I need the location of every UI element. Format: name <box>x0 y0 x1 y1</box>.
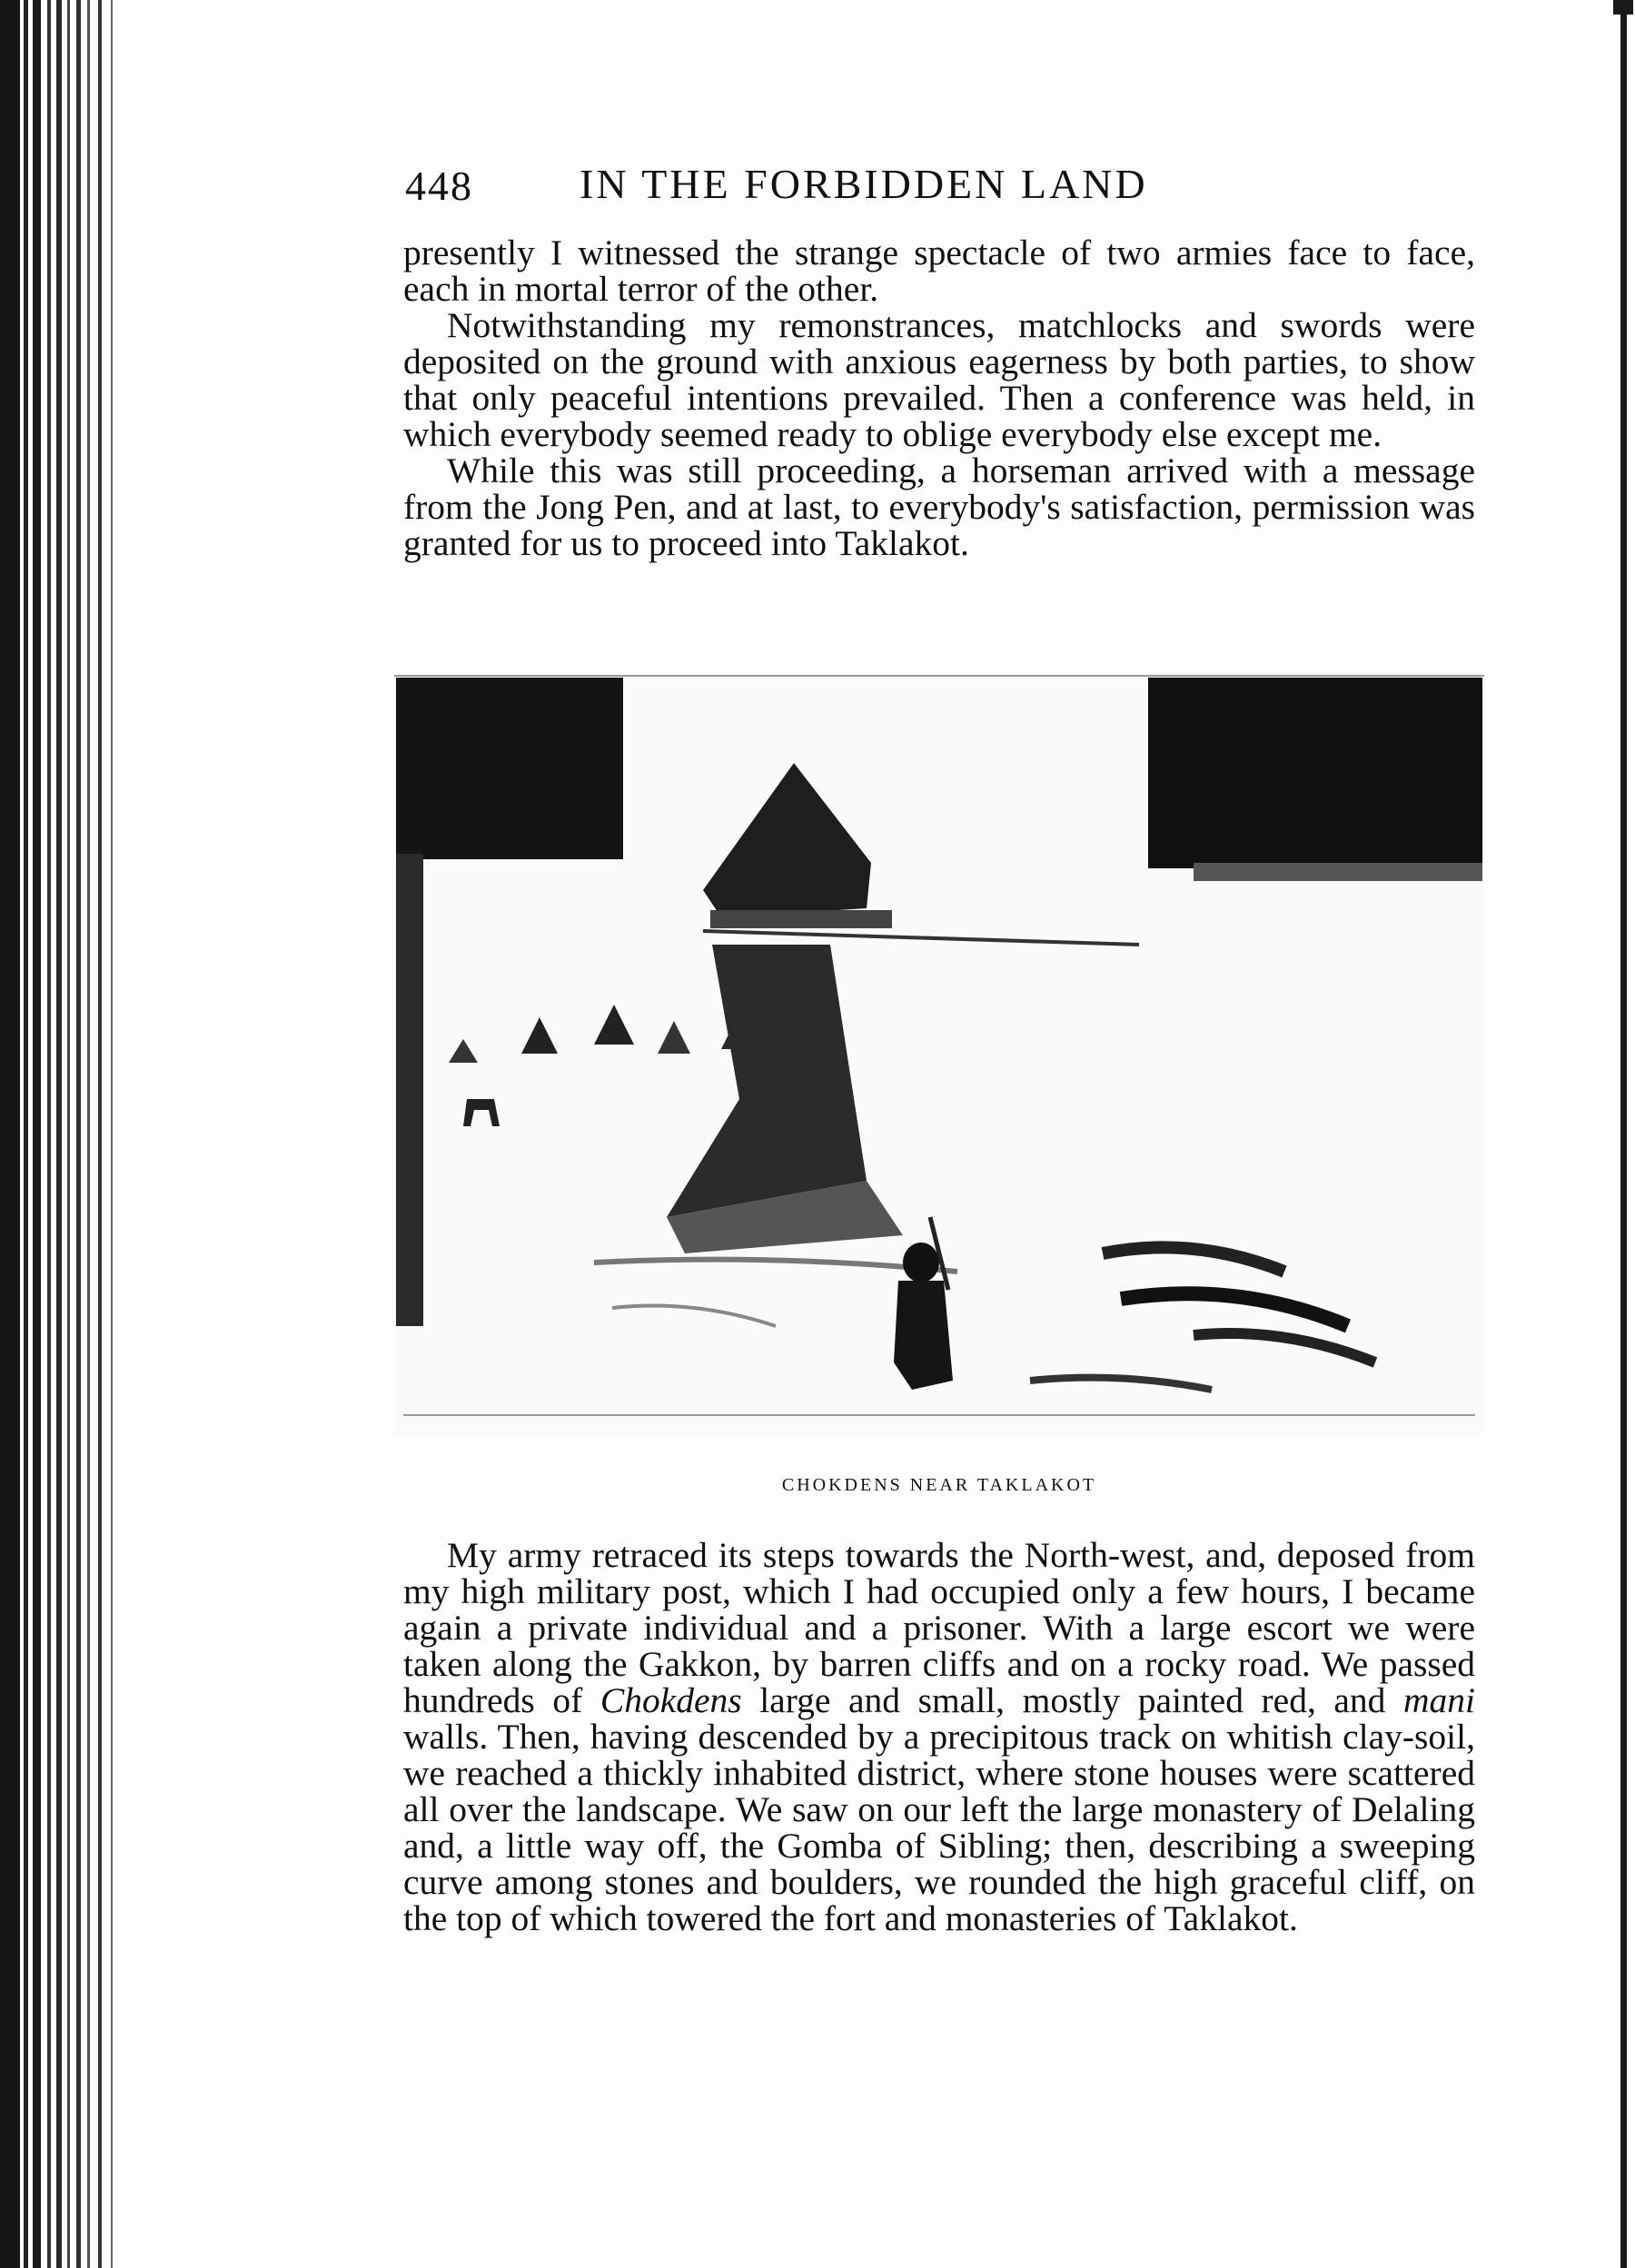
paragraph-2: Notwithstanding my remonstrances, matchlocks and swords were deposited on the ground with anxious eagerness by both parties, to show that only peaceful intentions prevailed. Then a conference was held, in which everybody seemed ready to oblige everybody else except me. <box>403 305 1475 454</box>
paragraph-4-part-1: My army retraced its steps towards the North-west, and, deposed from my high military post, which I had occupied only a few hours, I became again a private individual and a prisoner. With a large escort we were taken along the Gakkon, by barren cliffs and on a rocky road. We passed hundreds of <box>403 1535 1475 1720</box>
italic-term-mani: mani <box>1403 1680 1475 1720</box>
paragraph-1: presently I witnessed the strange spectacle of two armies face to face, each in mortal terror of the other. <box>403 233 1475 309</box>
top-text-block <box>403 234 1475 561</box>
paragraph-4 <box>403 1537 1475 1936</box>
bottom-text-block <box>403 1537 1475 1936</box>
scan-edge-right <box>1608 0 1635 2268</box>
paragraph-4-part-3: walls. Then, having descended by a precipitous track on whitish clay-soil, we reached a thickly inhabited district, where stone houses were scattered all over the landscape. We saw on our left the large monastery of Delaling and, a little way off, the Gomba of Sibling; then, describing a sweeping curve among stones and boulders, we rounded the high graceful cliff, on the top of which towered the fort and monasteries of Taklakot. <box>403 1717 1475 1938</box>
scan-edge-left <box>0 0 127 2268</box>
figure-caption: CHOKDENS NEAR TAKLAKOT <box>781 1475 1097 1495</box>
italic-term-chokdens: Chokdens <box>600 1680 742 1720</box>
paragraph-4-part-2: large and small, mostly painted red, and <box>741 1680 1403 1720</box>
chokden-tower-illustration <box>394 672 1484 1435</box>
running-title: IN THE FORBIDDEN LAND <box>580 161 1148 207</box>
page-number: 448 <box>405 163 473 209</box>
running-header <box>405 156 1477 220</box>
paragraph-3: While this was still proceeding, a horseman arrived with a message from the Jong Pen, and at last, to everybody's satisfaction, permission was granted for us to proceed into Taklakot. <box>403 451 1475 563</box>
